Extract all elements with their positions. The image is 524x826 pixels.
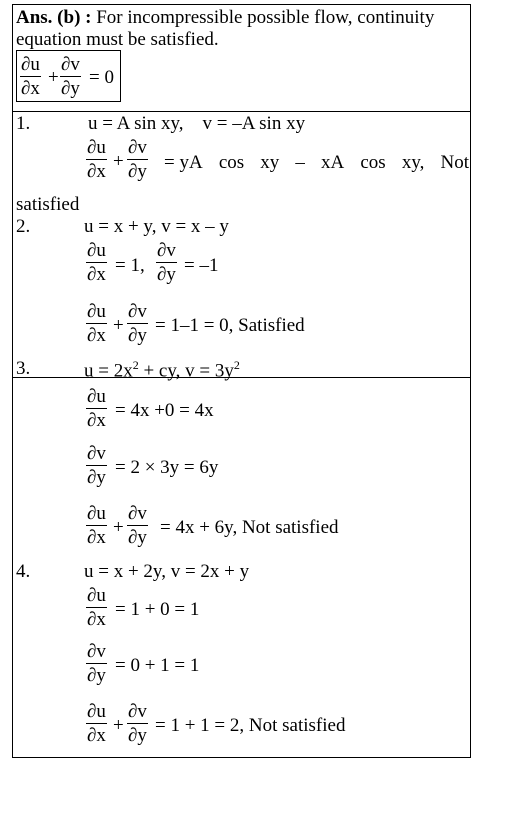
case-3-dvdy [86, 444, 107, 487]
continuity-dudx [20, 55, 41, 98]
denominator: ∂x [87, 609, 106, 630]
numerator: ∂u [87, 137, 106, 158]
fraction-bar [86, 663, 107, 664]
plus-sign: + [113, 315, 124, 336]
plus-sign: + [113, 151, 124, 172]
numerator: ∂u [87, 240, 106, 261]
case-3-sum-dudx [86, 504, 107, 547]
term: xA [321, 152, 345, 173]
fraction-bar [86, 159, 107, 160]
denominator: ∂x [87, 527, 106, 548]
fraction-bar [127, 525, 148, 526]
case-3-result: = 4x + 6y, Not satisfied [160, 517, 339, 538]
fraction-bar [60, 76, 81, 77]
denominator: ∂x [87, 264, 106, 285]
case-1-number: 1. [16, 113, 31, 134]
numerator: ∂v [157, 240, 176, 261]
term: cos [218, 152, 245, 173]
case-4-dudx-value: = 1 + 0 = 1 [115, 599, 200, 620]
given-part: u = 2x [84, 360, 133, 382]
case-4-dvdy-value: = 0 + 1 = 1 [115, 655, 200, 676]
numerator: ∂u [87, 503, 106, 524]
denominator: ∂y [61, 78, 80, 99]
case-4-sum-dvdy [127, 702, 148, 745]
case-4-given: u = x + 2y, v = 2x + y [84, 561, 250, 582]
numerator: ∂v [128, 503, 147, 524]
case-3-sum-dvdy [127, 504, 148, 547]
given-part: + cy, v = 3y [138, 360, 234, 382]
case-1-result [164, 152, 469, 174]
term: xy, [401, 152, 425, 173]
numerator: ∂v [128, 301, 147, 322]
numerator: ∂u [21, 54, 40, 75]
superscript: 2 [233, 358, 240, 372]
denominator: ∂y [128, 325, 147, 346]
term: = yA [164, 152, 203, 173]
divider-2 [13, 377, 470, 378]
fraction-bar [86, 262, 107, 263]
case-1-result-wrap: satisfied [16, 194, 80, 215]
case-3-dudx [86, 387, 107, 430]
fraction-bar [127, 159, 148, 160]
answer-label: Ans. (b) : [16, 7, 92, 28]
denominator: ∂x [87, 161, 106, 182]
denominator: ∂x [87, 725, 106, 746]
term: – [295, 152, 305, 173]
fraction-bar [127, 723, 148, 724]
denominator: ∂y [87, 467, 106, 488]
numerator: ∂u [87, 301, 106, 322]
numerator: ∂v [128, 701, 147, 722]
denominator: ∂y [128, 527, 147, 548]
continuity-dvdy [60, 55, 81, 98]
case-2-number: 2. [16, 216, 31, 237]
equals-zero: = 0 [89, 67, 114, 88]
fraction-bar [86, 323, 107, 324]
term: cos [360, 152, 386, 173]
superscript: 2 [132, 358, 139, 372]
numerator: ∂v [87, 641, 106, 662]
case-3-number: 3. [16, 358, 31, 379]
denominator: ∂y [128, 161, 147, 182]
numerator: ∂u [87, 585, 106, 606]
case-4-dvdy [86, 642, 107, 685]
case-2-dudx [86, 241, 107, 284]
fraction-bar [20, 76, 41, 77]
case-1-given: u = A sin xy, v = –A sin xy [88, 113, 306, 134]
fraction-bar [86, 408, 107, 409]
numerator: ∂v [128, 137, 147, 158]
denominator: ∂x [21, 78, 40, 99]
intro-line-2: equation must be satisfied. [16, 29, 219, 50]
case-2-result: = 1–1 = 0, Satisfied [155, 315, 305, 336]
denominator: ∂y [157, 264, 176, 285]
denominator: ∂y [87, 665, 106, 686]
case-2-dvdy [156, 241, 177, 284]
numerator: ∂u [87, 386, 106, 407]
fraction-bar [86, 723, 107, 724]
case-1-dvdy [127, 138, 148, 181]
fraction-bar [86, 525, 107, 526]
numerator: ∂v [87, 443, 106, 464]
plus-sign: + [113, 715, 124, 736]
case-3-dvdy-value: = 2 × 3y = 6y [115, 457, 219, 478]
case-2-given: u = x + y, v = x – y [84, 216, 229, 237]
case-2-sum-dvdy [127, 302, 148, 345]
numerator: ∂v [61, 54, 80, 75]
term: Not [440, 152, 469, 173]
case-3-given [84, 359, 240, 380]
case-2-sum-dudx [86, 302, 107, 345]
case-1-dudx [86, 138, 107, 181]
denominator: ∂x [87, 325, 106, 346]
denominator: ∂y [128, 725, 147, 746]
intro-text: For incompressible possible flow, continuity [96, 7, 435, 28]
case-4-result: = 1 + 1 = 2, Not satisfied [155, 715, 346, 736]
divider-1 [13, 111, 470, 112]
intro-line-1 [16, 8, 434, 27]
plus-sign: + [113, 517, 124, 538]
denominator: ∂x [87, 410, 106, 431]
fraction-bar [156, 262, 177, 263]
case-3-dudx-value: = 4x +0 = 4x [115, 400, 214, 421]
case-4-dudx [86, 586, 107, 629]
fraction-bar [86, 607, 107, 608]
term: xy [260, 152, 280, 173]
case-4-number: 4. [16, 561, 31, 582]
plus-sign: + [48, 67, 59, 88]
case-4-sum-dudx [86, 702, 107, 745]
case-2-dvdy-value: = –1 [184, 255, 219, 276]
fraction-bar [86, 465, 107, 466]
case-2-dudx-value: = 1, [115, 255, 145, 276]
fraction-bar [127, 323, 148, 324]
numerator: ∂u [87, 701, 106, 722]
